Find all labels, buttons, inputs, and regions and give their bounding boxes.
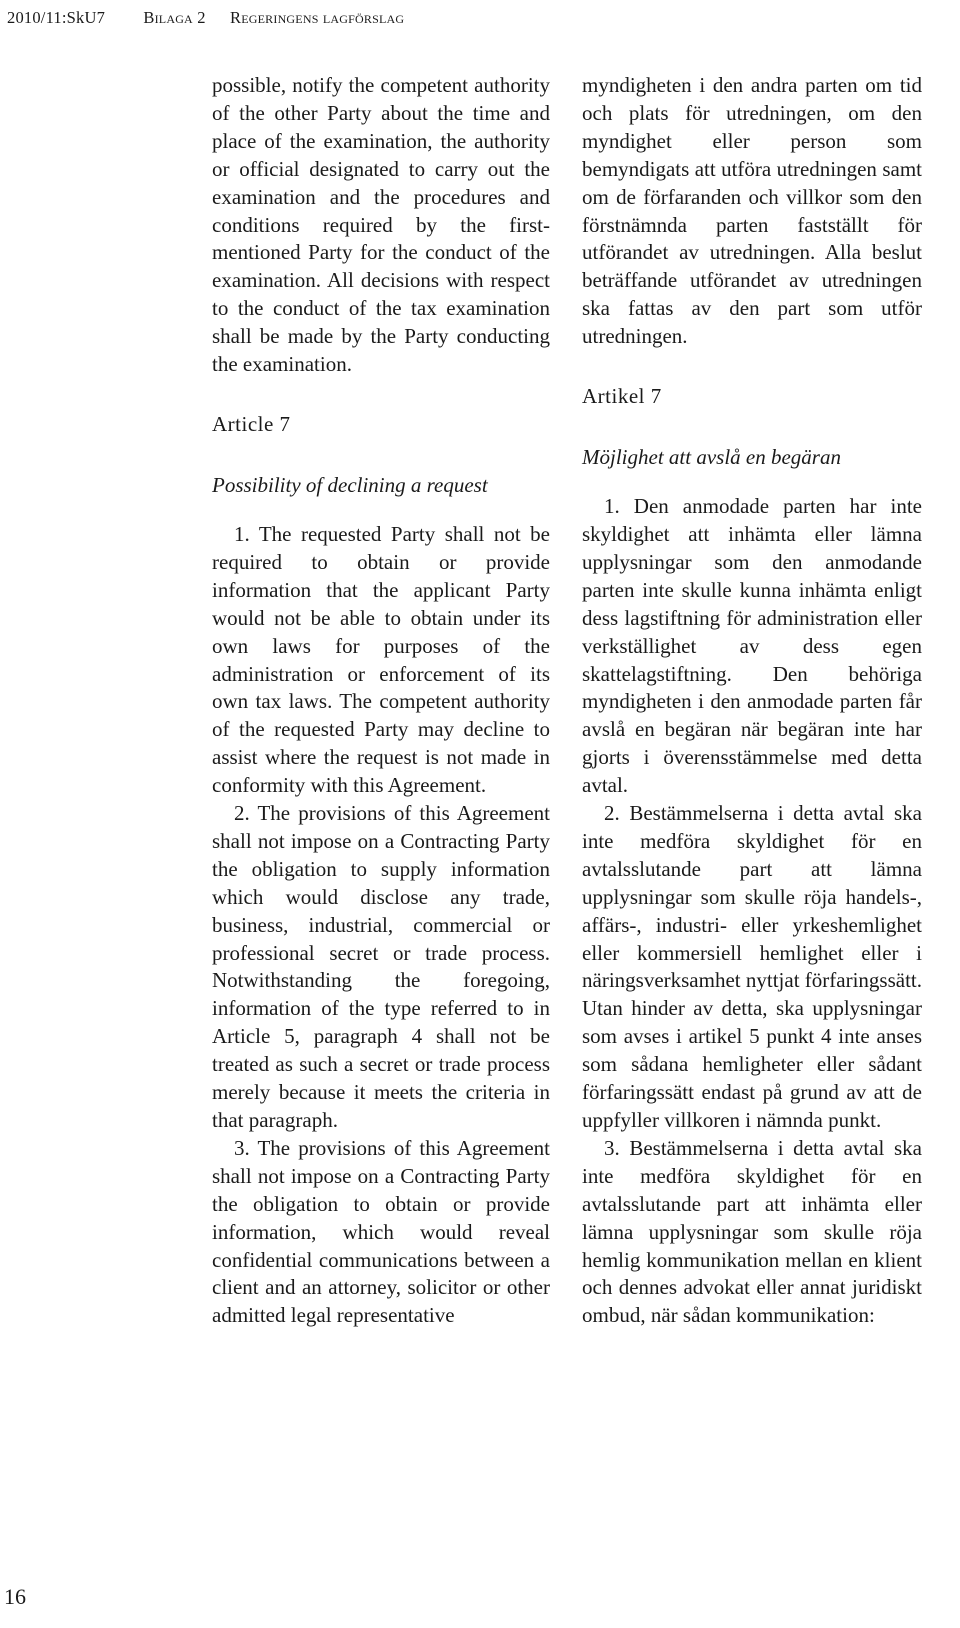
paragraph-2-sv: 2. Bestämmelserna i detta avtal ska inte medföra skyldighet för en avtalsslutande part att lämna upplysningar som skulle röja handels-, affärs-, industri- eller yrkeshemlighet eller kommersiell hemlighet eller i näringsverksamhet nyttjat förfaringssätt. Utan hinder av detta, ska upplysningar som avses i artikel 5 punkt 4 inte anses som sådana hemligheter eller sådant förfaringssätt endast på grund av att de uppfyller villkoren i nämnda punkt. xyxy=(582,801,922,1132)
appendix-label: Bilaga 2 xyxy=(143,8,206,27)
paragraph-3-en: 3. The provisions of this Agreement shall not impose on a Contracting Party the obligation to obtain or provide information, which would reveal confidential communications between a client and an attorney, solicitor or other admitted legal representative xyxy=(212,1135,550,1328)
intro-paragraph-en: possible, notify the competent authority of the other Party about the time and place of the examination, the authority or official designated to carry out the examination and the procedures and conditions required by the first-mentioned Party for the conduct of the examination. All decisions with respect to the conduct of the tax examination shall be made by the Party conducting the examination. xyxy=(212,73,550,377)
section-label: Regeringens lagförslag xyxy=(230,8,405,27)
page-number: 16 xyxy=(4,1584,26,1609)
article-title-sv: Möjlighet att avslå en begäran xyxy=(582,445,841,470)
paragraph-2-en: 2. The provisions of this Agreement shall not impose on a Contracting Party the obligation to supply information which would disclose any trade, business, industrial, commercial or professional secret or trade process. Notwithstanding the foregoing, information of the type referred to in Article 5, paragraph 4 shall not be treated as such a secret or trade process merely because it meets the criteria in that paragraph. xyxy=(212,801,550,1132)
swedish-column xyxy=(582,72,922,1330)
article-title-en: Possibility of declining a request xyxy=(212,472,488,497)
document-id: 2010/11:SkU7 xyxy=(7,8,106,27)
running-header xyxy=(7,8,404,28)
paragraph-1-sv: 1. Den anmodade parten har inte skyldighet att inhämta eller lämna upplysningar som den anmodande parten inte skulle kunna inhämta enligt dess lagstiftning för administration eller verkställighet av dess egen skattelagstiftning. Den behöriga myndigheten i den anmodade parten får avslå en begäran när begäran inte har gjorts i överensstämmelse med detta avtal. xyxy=(582,494,922,798)
intro-paragraph-sv: myndigheten i den andra parten om tid och plats för utredningen, om den myndighet eller person som bemyndigats att utföra utredningen samt om de förfaranden och villkor som den förstnämnda parten fastställt för utförandet av utredningen. Alla beslut beträffande utförandet av utredningen ska fattas av den part som utför utredningen. xyxy=(582,73,922,349)
article-heading-en: Article 7 xyxy=(212,411,291,436)
paragraph-3-sv: 3. Bestämmelserna i detta avtal ska inte medföra skyldighet för en avtalsslutande part att inhämta eller lämna upplysningar som skulle röja hemlig kommunikation mellan en klient och dennes advokat eller annat juridiskt ombud, när sådan kommunikation: xyxy=(582,1135,922,1328)
paragraph-1-en: 1. The requested Party shall not be required to obtain or provide information that the applicant Party would not be able to obtain under its own laws for purposes of the administration or enforcement of its own tax laws. The competent authority of the requested Party may decline to assist where the request is not made in conformity with this Agreement. xyxy=(212,521,550,798)
english-column xyxy=(212,72,550,1330)
article-heading-sv: Artikel 7 xyxy=(582,384,662,409)
